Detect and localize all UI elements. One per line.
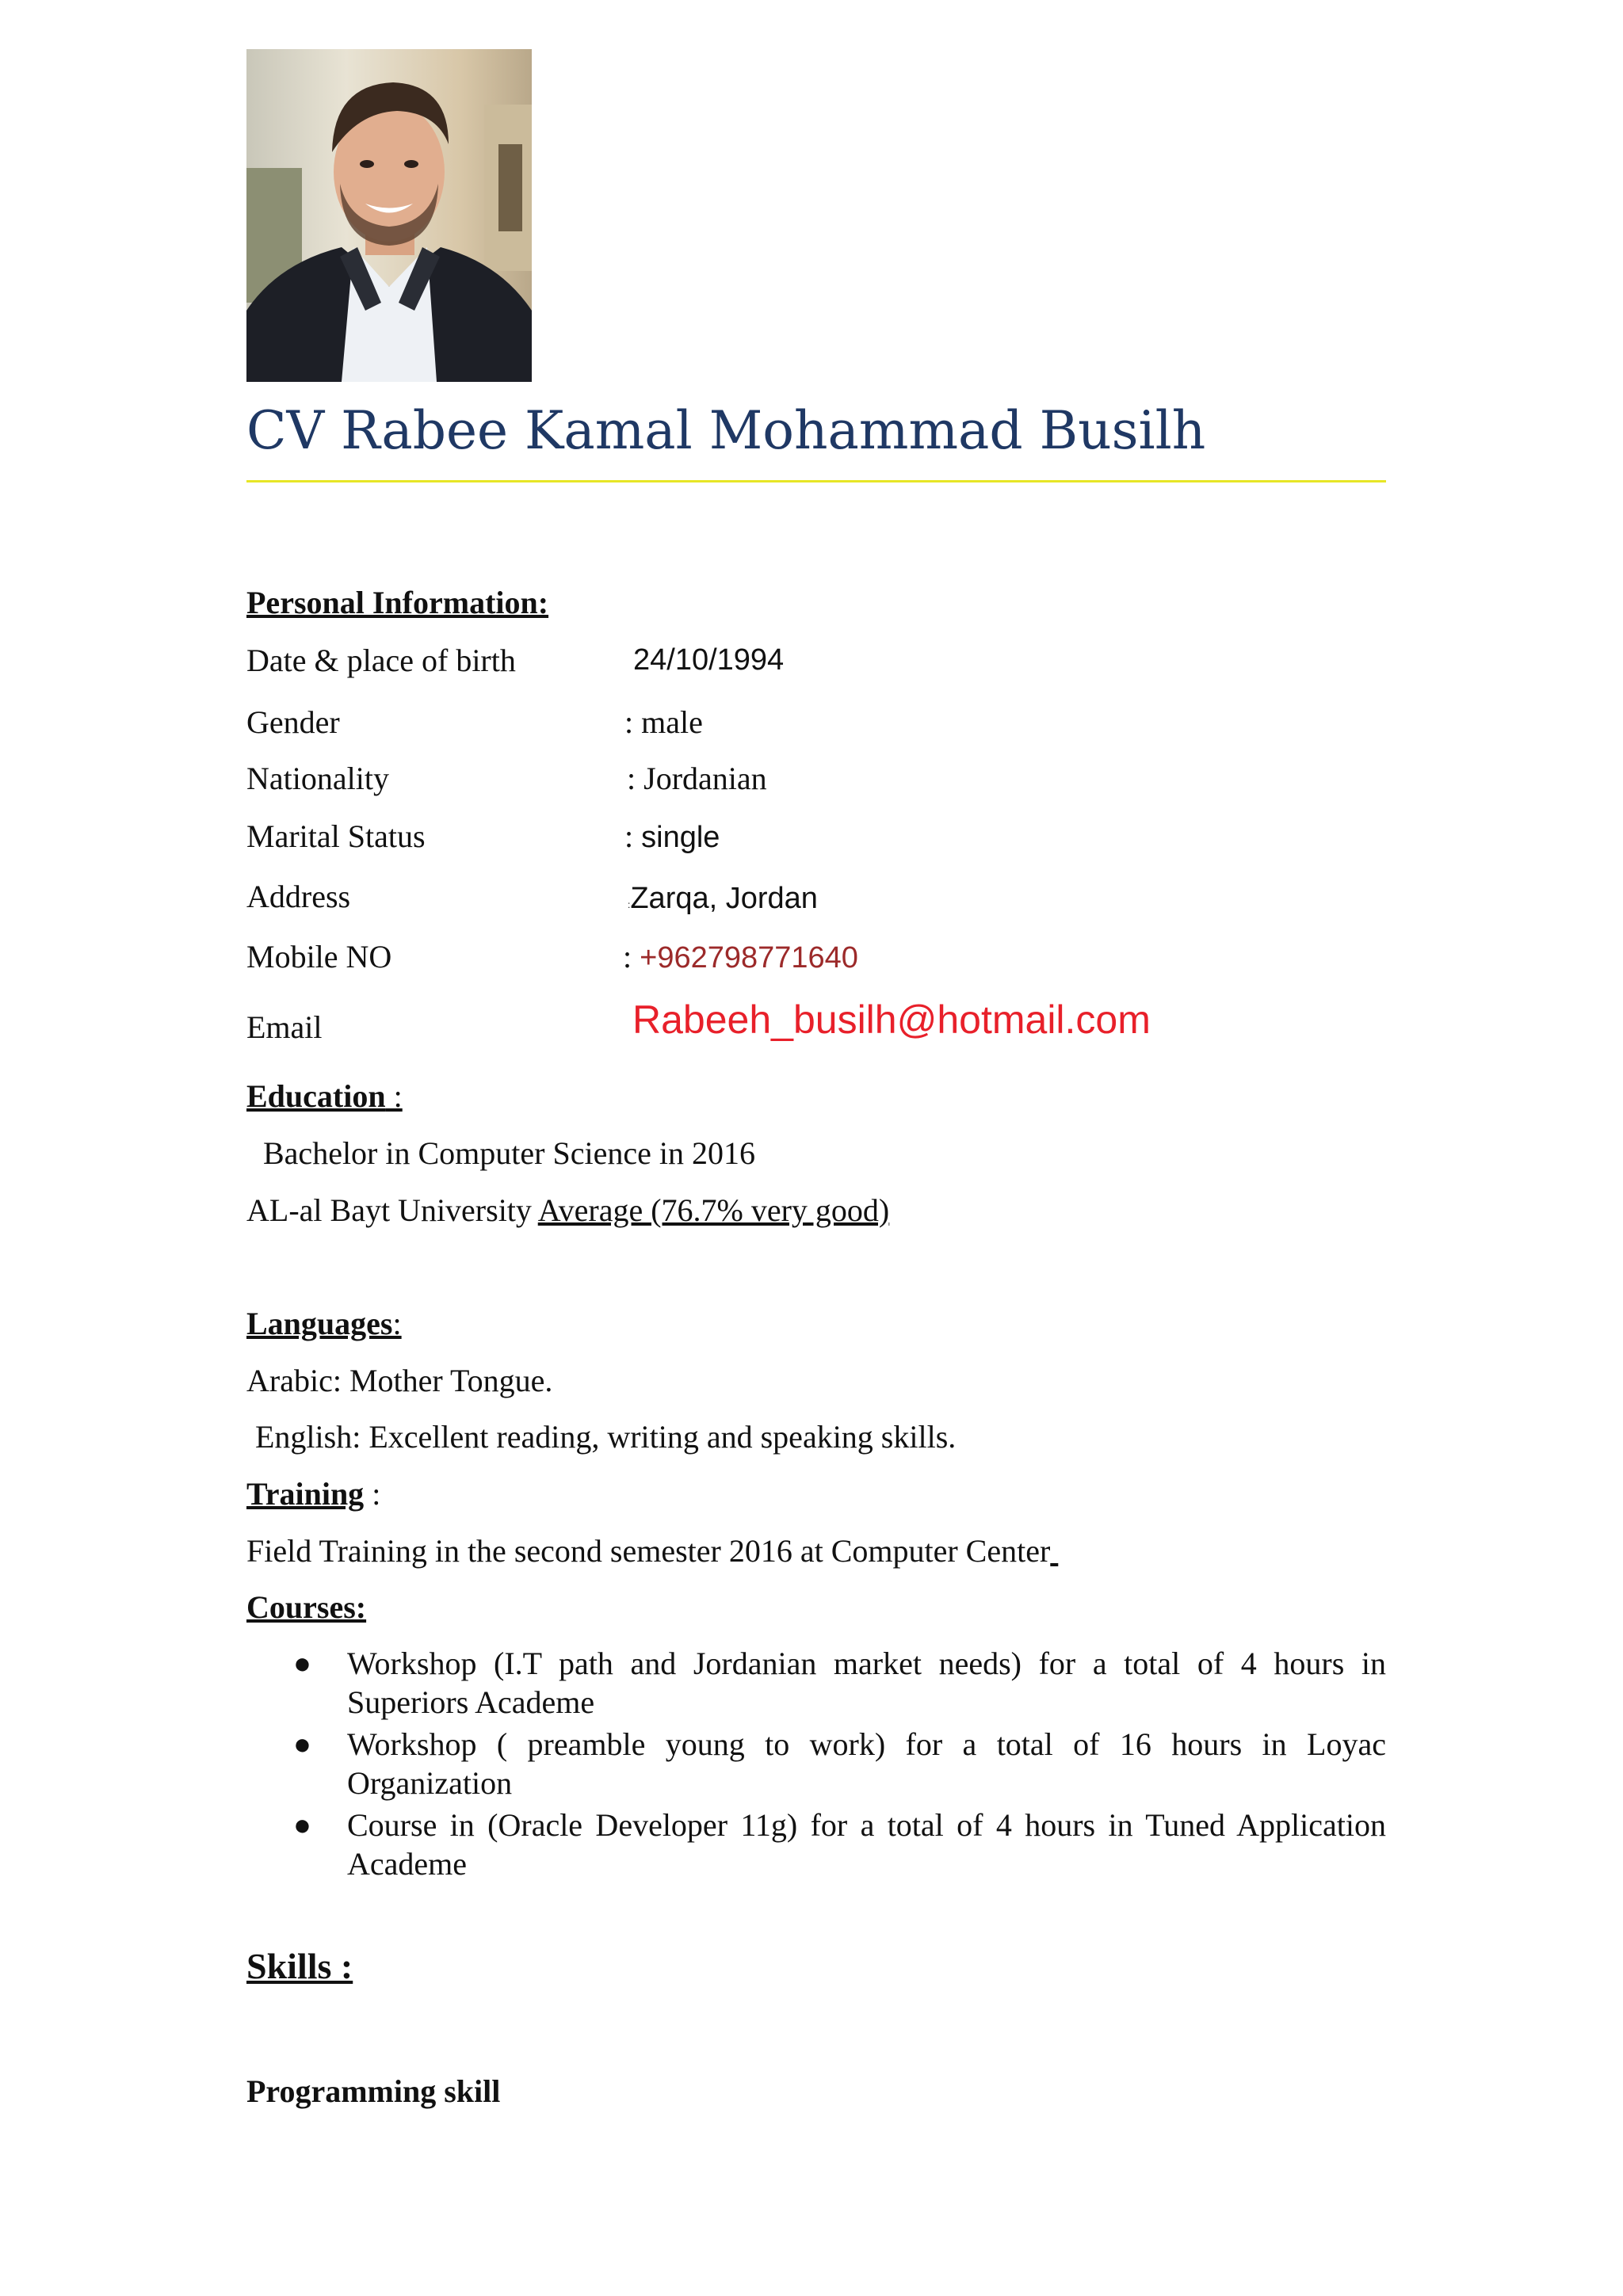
- bullet-dot-icon: ●: [293, 1647, 311, 1680]
- mobile-label: Mobile NO: [246, 939, 392, 974]
- courses-list: [293, 1643, 1387, 1897]
- course-item: [293, 1724, 1387, 1805]
- courses-heading: Courses:: [246, 1589, 367, 1625]
- mobile-value: : +962798771640: [623, 939, 858, 974]
- course-line-2: Academe: [347, 1846, 468, 1882]
- course-item: [293, 1805, 1387, 1886]
- skills-heading: Skills :: [246, 1946, 353, 1986]
- marital-status-value: : single: [624, 818, 720, 854]
- cv-title: CV Rabee Kamal Mohammad Busilh: [246, 400, 1206, 461]
- address-value: :Zarqa, Jordan: [628, 882, 818, 915]
- gender-value: : male: [624, 704, 703, 740]
- dob-label: Date & place of birth: [246, 643, 516, 678]
- course-line-1: Workshop ( preamble young to work) for a total of 16 hours in Loyac: [347, 1726, 1386, 1762]
- course-line-2: Organization: [347, 1765, 513, 1801]
- personal-info-heading: Personal Information:: [246, 585, 549, 620]
- programming-skill-heading: Programming skill: [246, 2073, 501, 2109]
- education-university: AL-al Bayt University Average (76.7% very good): [246, 1192, 890, 1228]
- marital-status-label: Marital Status: [246, 818, 426, 854]
- email-label: Email: [246, 1009, 323, 1045]
- training-field: Field Training in the second semester 2016 at Computer Center: [246, 1533, 1051, 1569]
- languages-heading: Languages:: [246, 1306, 402, 1341]
- bullet-dot-icon: ●: [293, 1728, 311, 1761]
- address-label: Address: [246, 879, 351, 914]
- education-degree: Bachelor in Computer Science in 2016: [263, 1135, 755, 1171]
- bullet-dot-icon: ●: [293, 1809, 311, 1842]
- course-line-1: Course in (Oracle Developer 11g) for a total of 4 hours in Tuned Application: [347, 1807, 1386, 1843]
- course-line-1: Workshop (I.T path and Jordanian market needs) for a total of 4 hours in: [347, 1646, 1386, 1681]
- training-heading: Training :: [246, 1476, 381, 1512]
- gender-label: Gender: [246, 704, 340, 740]
- language-english: English: Excellent reading, writing and speaking skills.: [255, 1419, 957, 1455]
- nationality-value: : Jordanian: [627, 761, 767, 796]
- email-value[interactable]: Rabeeh_busilh@hotmail.com: [632, 997, 1151, 1042]
- dob-value: 24/10/1994: [633, 643, 785, 677]
- profile-photo: [246, 49, 532, 382]
- course-item: [293, 1643, 1387, 1724]
- language-arabic: Arabic: Mother Tongue.: [246, 1363, 553, 1398]
- course-line-2: Superiors Academe: [347, 1684, 595, 1720]
- title-underline-rule: [246, 480, 1386, 482]
- education-heading: Education :: [246, 1078, 403, 1114]
- nationality-label: Nationality: [246, 761, 389, 796]
